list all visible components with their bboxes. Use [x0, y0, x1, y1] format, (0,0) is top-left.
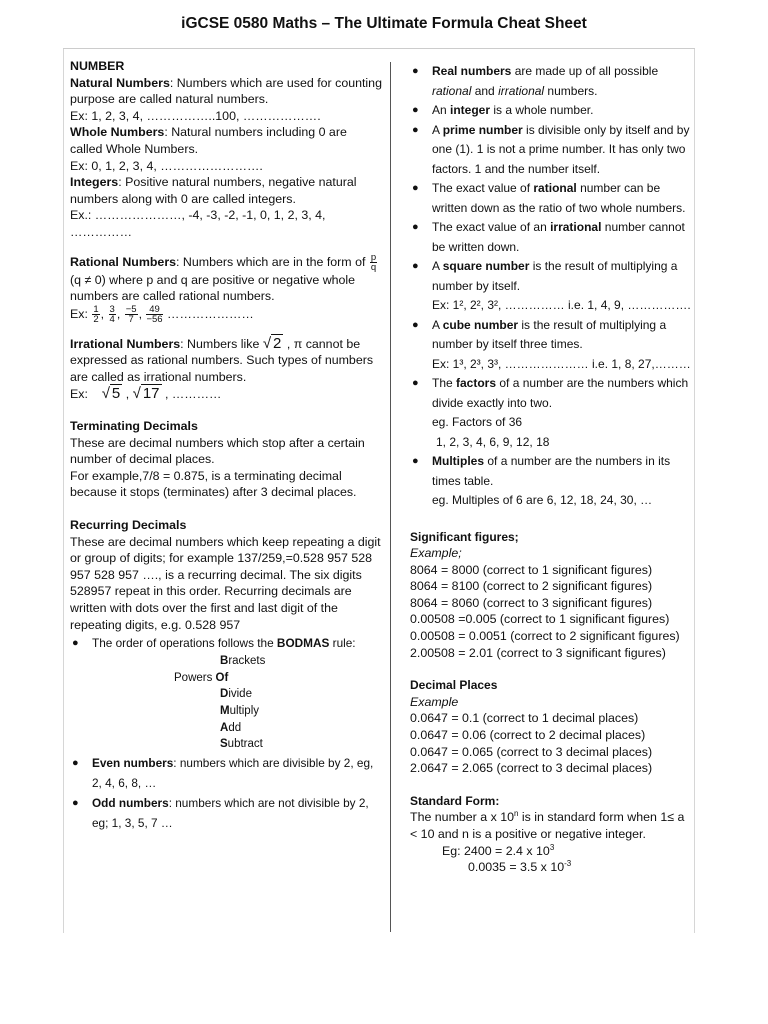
p-over-q-fraction: $\frac{p}{q}$ [370, 251, 377, 273]
irrational-item: ● The exact value of an irrational number cannot be written down. [410, 218, 695, 257]
sigfig-heading: Significant figures; [410, 529, 519, 544]
decimal-places-line: 0.0647 = 0.065 (correct to 3 decimal places) [410, 744, 653, 759]
even-numbers-item: ● Even numbers: numbers which are divisible by 2, eg, 2, 4, 6, 8, … [70, 753, 382, 793]
bodmas-item: ● The order of operations follows the BODMAS rule: [70, 633, 382, 653]
terminating-decimals-text: These are decimal numbers which stop after a certain number of decimal places. [70, 435, 365, 467]
sigfig-line: 8064 = 8000 (correct to 1 significant figures) [410, 562, 653, 577]
multiples-example: eg. Multiples of 6 are 6, 12, 18, 24, 30, … [432, 493, 653, 507]
decimal-places-line: 0.0647 = 0.1 (correct to 1 decimal places) [410, 711, 639, 726]
sqrt-2: √ 2 [262, 334, 282, 352]
factors-example-list: 1, 2, 3, 4, 6, 9, 12, 18 [436, 434, 550, 449]
standard-form-example-1: Eg: 2400 = 2.4 x $10^3$ [442, 842, 555, 858]
cube-number-example: Ex: 1³, 2³, 3³, ………………… i.e. 1, 8, 27,……… [432, 356, 691, 371]
integers-example: Ex.: …………………, -4, -3, -2, -1, 0, 1, 2, 3, 4, …………… [70, 208, 326, 239]
sigfig-line: 0.00508 =0.005 (correct to 1 significant figures) [410, 612, 670, 627]
rational-item: ● The exact value of rational number can be written down as the ratio of two whole numbers. [410, 179, 695, 218]
bodmas-multiply: Multiply [220, 705, 259, 717]
even-odd-list [70, 753, 382, 833]
bodmas-add: Add [220, 721, 242, 734]
number-facts-list [410, 62, 695, 511]
real-numbers-item: ● Real numbers are made up of all possible rational and irrational numbers. [410, 62, 695, 101]
standard-form-example-2: 0.0035 = 3.5 x $10^{-3}$ [468, 859, 572, 875]
number-heading: NUMBER [70, 59, 125, 73]
decimal-places-heading: Decimal Places [410, 678, 498, 693]
integers-def: Integers: Positive natural numbers, negative natural numbers along with 0 are called integers. [70, 175, 357, 206]
standard-form-heading: Standard Form: [410, 793, 500, 808]
cube-number-item: ● A cube number is the result of multiplying a number by itself three times. Ex: 1³, 2³, 3³, ………………… i.e. 1, 8, 27,……… [410, 316, 695, 375]
bodmas-divide: Divide [220, 688, 252, 701]
rational-numbers-def: Rational Numbers: Numbers which are in the form of $\frac{p}{q}$ (q ≠ 0) where p and q are positive or negative whole numbers are called rational numbers. [70, 251, 377, 304]
bodmas-subtract: Subtract [220, 738, 263, 751]
terminating-decimals-example: For example,7/8 = 0.875, is a terminating decimal because it stops (terminates) after 3 decimal places. [70, 468, 357, 500]
sqrt-17: √ 17 [132, 384, 160, 402]
sqrt-5: √ 5 [101, 384, 121, 402]
bodmas-list [70, 633, 382, 653]
left-column [70, 58, 382, 833]
whole-numbers-def: Whole Numbers: Natural numbers including 0 are called Whole Numbers. [70, 125, 347, 156]
rational-numbers-example: Ex: $\frac{1}{2}$ , $\frac{3}{4}$ , $\frac{-5}{7}$ , $\frac{49}{-56}$ ………………… [70, 303, 254, 325]
natural-numbers-def: Natural Numbers: Numbers which are used for counting purpose are called natural numbers. [70, 75, 382, 107]
fraction-3-4: $\frac{3}{4}$ [109, 303, 115, 325]
factors-example-label: eg. Factors of 36 [432, 415, 523, 429]
whole-numbers-example: Ex: 0, 1, 2, 3, 4, ……………………. [70, 158, 263, 173]
recurring-decimals-heading: Recurring Decimals [70, 518, 187, 533]
sigfig-line: 8064 = 8060 (correct to 3 significant figures) [410, 595, 653, 610]
prime-number-item: ● A prime number is divisible only by itself and by one (1). 1 is not a prime number. It has only two factors. 1 and the number itself. [410, 121, 695, 180]
square-number-item: ● A square number is the result of multiplying a number by itself. Ex: 1², 2², 3², …………… i.e. 1, 4, 9, ……………. [410, 257, 695, 316]
sigfig-line: 8064 = 8100 (correct to 2 significant figures) [410, 579, 653, 594]
column-divider [390, 62, 391, 932]
page-title: iGCSE 0580 Maths – The Ultimate Formula Cheat Sheet [181, 15, 587, 32]
terminating-decimals-heading: Terminating Decimals [70, 419, 198, 434]
fraction-neg5-7: $\frac{-5}{7}$ [125, 303, 137, 325]
sigfig-example-label: Example; [410, 546, 462, 561]
recurring-decimals-text: These are decimal numbers which keep repeating a digit or group of digits; for example 137/259,=0.528 957 528 957 528 957 …., is a recurring decimal. The six digits 528957 repeat in this order. Recurring decimals are written with dots over the first and last digit of the repeating digits, e.g. 0.528 957 [70, 534, 381, 632]
standard-form-text: The number a x 10$^n$ is in standard form when 1≤ a < 10 and n is a positive or negative integer. [410, 809, 685, 841]
decimal-places-example-label: Example [410, 694, 459, 709]
fraction-1-2: $\frac{1}{2}$ [93, 303, 99, 325]
factors-item: ● The factors of a number are the numbers which divide exactly into two. eg. Factors of 36 1, 2, 3, 4, 6, 9, 12, 18 [410, 374, 695, 452]
bodmas-powers-of: Powers Of [174, 671, 229, 684]
sigfig-line: 2.00508 = 2.01 (correct to 3 significant figures) [410, 645, 666, 660]
natural-numbers-example: Ex: 1, 2, 3, 4, ……………..100, ………………. [70, 108, 321, 123]
decimal-places-line: 0.0647 = 0.06 (correct to 2 decimal places) [410, 728, 646, 743]
right-column [410, 62, 695, 876]
irrational-numbers-def: Irrational Numbers: Numbers like √ 2 , π cannot be expressed as rational numbers. Such types of numbers are called as irrational numbers. [70, 334, 374, 384]
bodmas-breakdown [70, 653, 382, 753]
odd-numbers-item: ● Odd numbers: numbers which are not divisible by 2, eg; 1, 3, 5, 7 … [70, 793, 382, 833]
sigfig-line: 0.00508 = 0.0051 (correct to 2 significant figures) [410, 629, 680, 644]
bodmas-brackets: Brackets [220, 655, 266, 668]
decimal-places-line: 2.0647 = 2.065 (correct to 3 decimal places) [410, 761, 653, 776]
fraction-49-neg56: $\frac{49}{-56}$ [146, 303, 163, 325]
integer-item: ● An integer is a whole number. [410, 101, 695, 121]
square-number-example: Ex: 1², 2², 3², …………… i.e. 1, 4, 9, ……………. [432, 298, 691, 312]
irrational-numbers-example: Ex: √ 5 , √ 17 , ………… [70, 384, 222, 402]
multiples-item: ● Multiples of a number are the numbers in its times table. eg. Multiples of 6 are 6, 12, 18, 24, 30, … [410, 452, 695, 511]
